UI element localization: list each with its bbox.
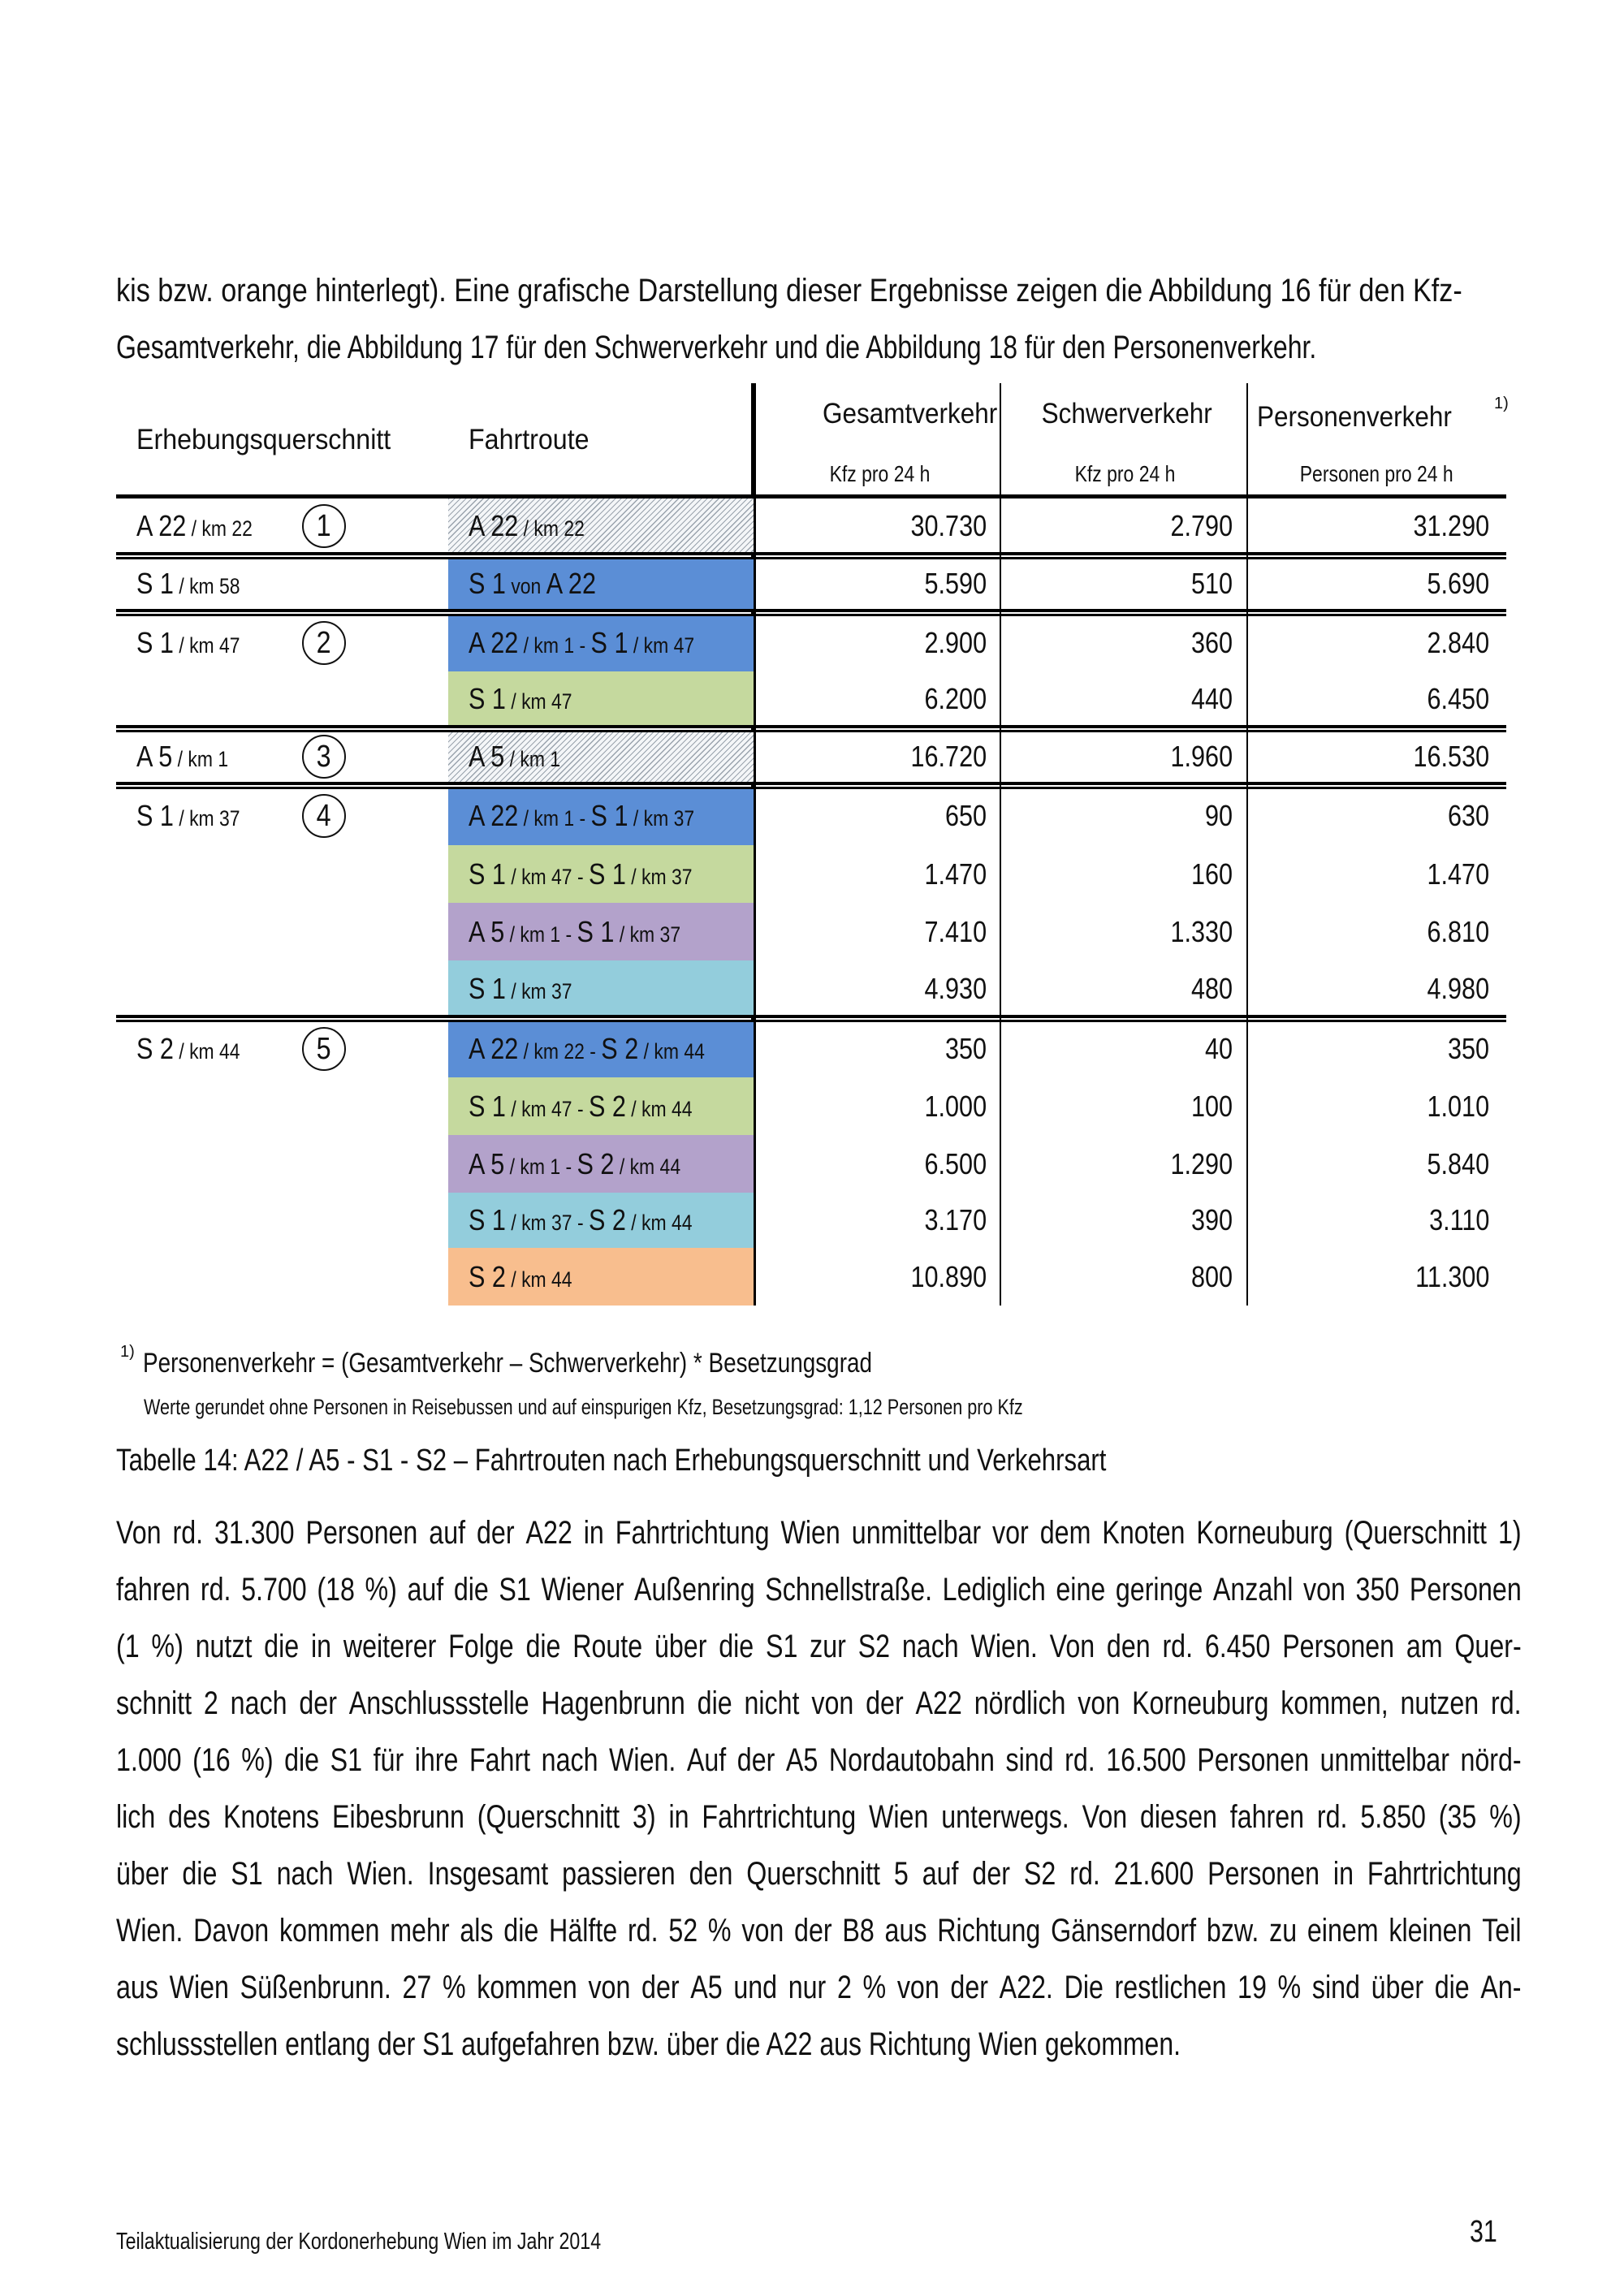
route-label: A 5 / km 1 - S 1 / km 37 [469,914,681,948]
value-personen: 6.810 [1427,914,1489,948]
value-personen: 5.690 [1427,567,1489,600]
header-fahrtroute: Fahrtroute [469,424,590,455]
header-personenverkehr: Personenverkehr 1) [1257,395,1509,433]
value-gesamt: 350 [944,1031,987,1065]
route-label: A 22 / km 22 - S 2 / km 44 [469,1031,705,1065]
value-personen: 31.290 [1413,509,1489,542]
route-label: A 22 / km 22 [469,509,585,542]
section-label: S 1 / km 58 [136,567,240,600]
route-label: S 1 / km 47 - S 1 / km 37 [469,857,693,891]
body-line: 1.000 (16 %) die S1 für ihre Fahrt nach Wien. Auf der A5 Nordautobahn sind rd. 16.500 Personen unmittelbar nörd- [116,1742,1522,1778]
body-line: fahren rd. 5.700 (18 %) auf die S1 Wiener Außenring Schnellstraße. Lediglich eine geringe Anzahl von 350 Personen [116,1572,1522,1608]
value-personen: 1.010 [1427,1089,1489,1123]
value-gesamt: 5.590 [924,567,987,600]
section-label: S 1 / km 37 [136,799,240,832]
value-gesamt: 650 [944,799,987,832]
route-label: S 1 von A 22 [469,567,596,600]
route-label: S 1 / km 47 - S 2 / km 44 [469,1089,693,1123]
route-label: S 1 / km 37 - S 2 / km 44 [469,1203,693,1236]
section-label: S 1 / km 47 [136,625,240,659]
value-schwer: 1.290 [1170,1146,1233,1180]
value-schwer: 100 [1190,1089,1233,1123]
route-label: A 22 / km 1 - S 1 / km 47 [469,625,695,659]
body-line: Wien. Davon kommen mehr als die Hälfte rd. 52 % von der B8 aus Richtung Gänserndorf bzw. zu einem kleinen Teil [116,1913,1522,1949]
route-cell [448,1193,754,1248]
divider-joint [1000,552,1001,559]
section-separator [116,1015,1506,1022]
intro-line-1 [116,274,1521,307]
section-label: A 22 / km 22 [136,509,253,542]
value-schwer: 390 [1190,1203,1233,1236]
section-label: A 5 / km 1 [136,740,229,773]
footnote-formula-text: Personenverkehr = (Gesamtverkehr – Schwerverkehr) * Besetzungsgrad [143,1348,872,1379]
section-separator [116,782,1506,789]
divider-joint [1000,609,1001,616]
value-schwer: 2.790 [1170,509,1233,542]
route-cell [448,1135,754,1193]
section-marker-circle: 3 [302,735,346,779]
value-gesamt: 3.170 [924,1203,987,1236]
section-marker-circle: 1 [302,504,346,548]
route-cell [448,498,754,554]
route-label: A 5 / km 1 [469,740,561,773]
intro-line-2-text: Gesamtverkehr, die Abbildung 17 für den Schwerverkehr und die Abbildung 18 für den Personenverkehr. [116,330,1317,365]
footnote-marker-label: 1) [120,1343,135,1361]
body-line: lich des Knotens Eibesbrunn (Querschnitt 3) in Fahrtrichtung Wien unterwegs. Von diesen fahren rd. 5.850 (35 %) [116,1799,1522,1835]
value-personen: 2.840 [1427,625,1489,659]
route-cell [448,845,754,903]
route-label: S 2 / km 44 [469,1259,572,1293]
value-gesamt: 6.200 [924,682,987,715]
route-cell [448,1248,754,1306]
header-schwerverkehr: Schwerverkehr [1041,398,1213,429]
value-schwer: 160 [1190,857,1233,891]
body-line: (1 %) nutzt die in weiterer Folge die Route über die S1 zur S2 nach Wien. Von den rd. 6.450 Personen am Quer- [116,1629,1522,1664]
value-personen: 1.470 [1427,857,1489,891]
value-gesamt: 1.470 [924,857,987,891]
value-gesamt: 30.730 [910,509,987,542]
route-cell [448,903,754,960]
route-cell [448,557,754,611]
value-schwer: 510 [1190,567,1233,600]
routes-table [116,383,1509,1306]
divider-joint [751,725,756,732]
value-schwer: 40 [1204,1031,1233,1065]
intro-line-1-text: kis bzw. orange hinterlegt). Eine grafische Darstellung dieser Ergebnisse zeigen die Abbildung 16 für den Kfz- [116,273,1462,309]
value-gesamt: 1.000 [924,1089,987,1123]
section-marker-circle: 4 [302,794,346,838]
divider-joint [1246,609,1248,616]
route-cell [448,960,754,1016]
divider-joint [1000,725,1001,732]
route-label: A 5 / km 1 - S 2 / km 44 [469,1146,681,1180]
divider-joint [1246,552,1248,559]
header-erhebungsquerschnitt: Erhebungsquerschnitt [136,424,391,455]
footer-title-text: Teilaktualisierung der Kordonerhebung Wien im Jahr 2014 [116,2229,602,2255]
divider-joint [1246,725,1248,732]
header-gesamtverkehr: Gesamtverkehr [823,398,998,429]
footnote-formula [120,1343,1032,1379]
body-line: Von rd. 31.300 Personen auf der A22 in Fahrtrichtung Wien unmittelbar vor dem Knoten Korneuburg (Querschnitt 1) [116,1515,1522,1551]
page-number [1470,2215,1504,2250]
footer-title [116,2229,722,2255]
value-schwer: 800 [1190,1259,1233,1293]
divider-joint [751,1015,756,1022]
footnote-note [144,1395,1242,1420]
route-cell [448,1020,754,1077]
header-gesamtverkehr-unit: Kfz pro 24 h [829,461,930,486]
table-caption-text: Tabelle 14: A22 / A5 - S1 - S2 – Fahrtrouten nach Erhebungsquerschnitt und Verkehrsart [116,1444,1107,1478]
section-separator [116,552,1506,559]
table-caption [116,1444,1324,1478]
section-marker-circle: 5 [302,1027,346,1071]
value-gesamt: 16.720 [910,740,987,773]
body-line: aus Wien Süßenbrunn. 27 % kommen von der A5 und nur 2 % von der A22. Die restlichen 19 % sind über die An- [116,1970,1522,2005]
value-personen: 5.840 [1427,1146,1489,1180]
divider-joint [1246,1015,1248,1022]
divider-joint [751,609,756,616]
divider-joint [751,782,756,789]
divider-joint [1000,1015,1001,1022]
body-line: über die S1 nach Wien. Insgesamt passieren den Querschnitt 5 auf der S2 rd. 21.600 Personen in Fahrtrichtung [116,1856,1522,1892]
value-schwer: 1.960 [1170,740,1233,773]
route-cell [448,614,754,671]
divider-joint [1000,782,1001,789]
section-label: S 2 / km 44 [136,1031,240,1065]
section-separator [116,725,1506,732]
value-schwer: 1.330 [1170,914,1233,948]
divider-joint [1246,782,1248,789]
header-schwerverkehr-unit: Kfz pro 24 h [1074,461,1175,486]
value-schwer: 480 [1190,971,1233,1005]
route-label: S 1 / km 47 [469,682,572,715]
intro-line-2 [116,331,1521,364]
footnote-note-text: Werte gerundet ohne Personen in Reisebussen und auf einspurigen Kfz, Besetzungsgrad: 1,12 Personen pro Kfz [144,1395,1023,1419]
value-personen: 350 [1447,1031,1489,1065]
header-personenverkehr-unit: Personen pro 24 h [1299,461,1453,486]
route-cell [448,1077,754,1135]
value-personen: 3.110 [1428,1203,1489,1236]
page-number-text: 31 [1470,2215,1497,2249]
route-cell [448,671,754,727]
value-personen: 6.450 [1427,682,1489,715]
section-separator [116,609,1506,616]
value-gesamt: 2.900 [924,625,987,659]
header-rule [116,494,1506,498]
value-gesamt: 6.500 [924,1146,987,1180]
value-schwer: 360 [1190,625,1233,659]
value-schwer: 440 [1190,682,1233,715]
route-cell [448,787,754,845]
value-schwer: 90 [1204,799,1233,832]
route-label: S 1 / km 37 [469,971,572,1005]
body-line: schnitt 2 nach der Anschlussstelle Hagenbrunn die nicht von der A22 nördlich von Korneuburg kommen, nutzen rd. [116,1685,1522,1721]
divider-joint [751,552,756,559]
value-gesamt: 7.410 [924,914,987,948]
value-personen: 11.300 [1415,1259,1489,1293]
value-gesamt: 10.890 [910,1259,987,1293]
value-personen: 16.530 [1413,740,1489,773]
section-marker-circle: 2 [302,621,346,665]
route-label: A 22 / km 1 - S 1 / km 37 [469,799,695,832]
footnote-marker: 1) [1494,395,1509,412]
body-line: schlussstellen entlang der S1 aufgefahren bzw. über die A22 aus Richtung Wien gekommen. [116,2026,1181,2062]
value-gesamt: 4.930 [924,971,987,1005]
value-personen: 4.980 [1427,971,1489,1005]
value-personen: 630 [1447,799,1489,832]
route-cell [448,730,754,783]
